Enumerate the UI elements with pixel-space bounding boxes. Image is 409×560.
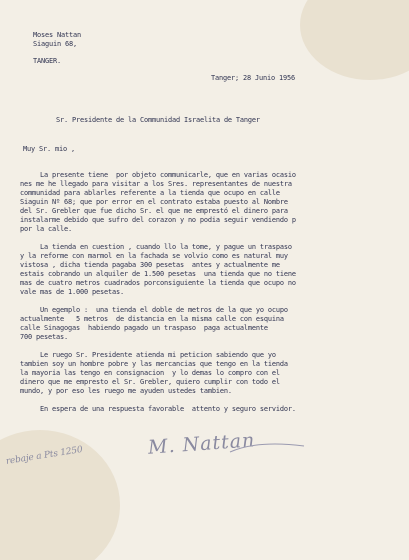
- signature: M. Nattan: [147, 429, 256, 459]
- letter-date: Tanger; 28 Junio 1956: [211, 74, 295, 82]
- body-line: La tienda en cuestion , cuando llo la tome, y pague un traspaso: [20, 243, 292, 251]
- body-line: 700 pesetas.: [20, 333, 68, 341]
- body-line: por la calle.: [20, 225, 72, 233]
- signature-flourish: [228, 440, 308, 460]
- body-line: estais cobrando un alquiler de 1.500 pesetas una tienda que no tiene: [20, 270, 296, 278]
- sender-city: TANGER.: [33, 57, 61, 65]
- addressee-line: Sr. Presidente de la Communidad Israelita de Tanger: [56, 116, 260, 124]
- body-line: tambien soy un hombre pobre y las mercancias que tengo en la tienda: [20, 360, 288, 368]
- body-line: En espera de una respuesta favorable attento y seguro servidor.: [20, 405, 296, 413]
- body-line: la mayoria las tengo en consignacion y lo demas lo compro con el: [20, 369, 280, 377]
- body-line: La presente tiene por objeto communicarle, que en varias ocasio: [20, 171, 296, 179]
- body-line: del Sr. Grebler que fue dicho Sr. el que me emprestó el dinero para: [20, 207, 288, 215]
- body-line: calle Sinagogas habiendo pagado un traspaso paga actualmente: [20, 324, 268, 332]
- body-line: y la reforme con marmol en la fachada se volvio como es natural muy: [20, 252, 288, 260]
- sender-name: Moses Nattan: [33, 31, 81, 39]
- body-line: instalarme debido que sufro del corazon y no podia seguir vendiendo p: [20, 216, 296, 224]
- body-line: vistosa , dicha tienda pagaba 300 pesetas antes y actualmente me: [20, 261, 280, 269]
- body-line: dinero que me empresto el Sr. Grebler, quiero cumplir con todo el: [20, 378, 280, 386]
- margin-note: rebaje a Pts 1250: [5, 444, 84, 467]
- body-line: nes me he llegado para visitar a los Sres. representantes de nuestra: [20, 180, 292, 188]
- paper-stain: [300, 0, 409, 80]
- body-line: Un egemplo : una tienda el doble de metros de la que yo ocupo: [20, 306, 288, 314]
- body-line: vale mas de 1.000 pesetas.: [20, 288, 124, 296]
- salutation: Muy Sr. mio ,: [23, 145, 75, 153]
- body-line: mundo, y por eso les ruego me ayuden ustedes tambien.: [20, 387, 232, 395]
- body-line: Siaguin Nº 68; que por error en el contrato estaba puesto al Nombre: [20, 198, 288, 206]
- body-line: actualmente 5 metros de distancia en la misma calle con esquina: [20, 315, 284, 323]
- body-line: mas de cuatro metros cuadrados porconsiguiente la tienda que ocupo no: [20, 279, 296, 287]
- sender-street: Siaguin 68,: [33, 40, 77, 48]
- body-line: Le ruego Sr. Presidente atienda mi peticion sabiendo que yo: [20, 351, 276, 359]
- body-line: communidad para ablarles referente a la tienda que ocupo en calle: [20, 189, 280, 197]
